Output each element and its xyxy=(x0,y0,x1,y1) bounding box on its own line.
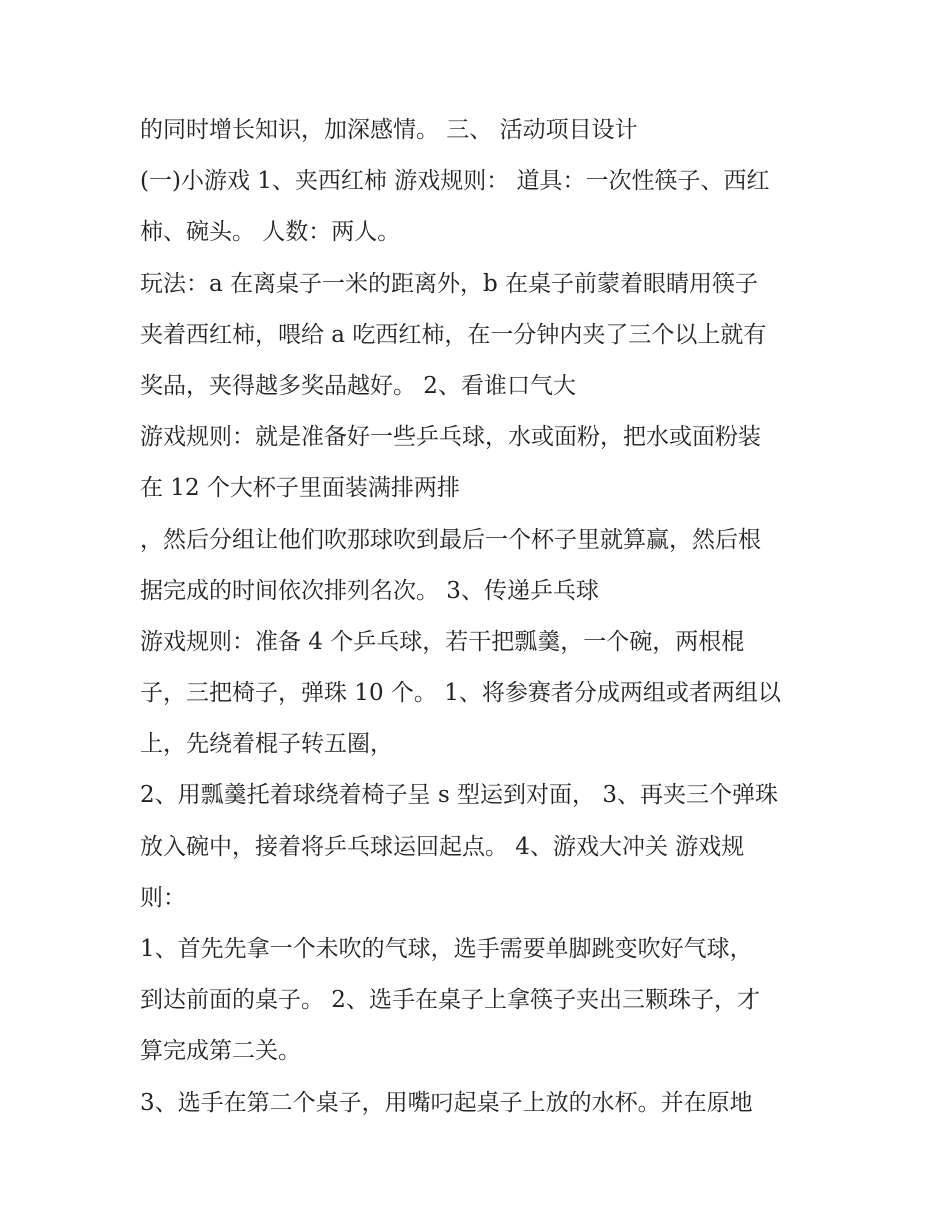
text-line: 游戏规则：准备 4 个乒乓球，若干把瓢羹，一个碗，两根棍 xyxy=(140,628,745,655)
text-line: (一)小游戏 1、夹西红柿 游戏规则： 道具：一次性筷子、西红 xyxy=(140,168,770,195)
text-line: 1、首先先拿一个未吹的气球，选手需要单脚跳变吹好气球， xyxy=(140,936,753,962)
text-line: 游戏规则：就是准备好一些乒乓球，水或面粉，把水或面粉装 xyxy=(140,424,761,451)
body-text xyxy=(140,108,820,1132)
text-line: 的同时增长知识，加深感情。 三、 活动项目设计 xyxy=(140,117,638,143)
text-line: 则： xyxy=(140,884,186,911)
text-line: 放入碗中，接着将乒乓球运回起点。 4、游戏大冲关 游戏规 xyxy=(140,833,745,860)
text-line: 子，三把椅子，弹珠 10 个。 1、将参赛者分成两组或者两组以 xyxy=(140,680,781,707)
text-line: 奖品，夹得越多奖品越好。 2、看谁口气大 xyxy=(140,372,576,399)
text-line: ，然后分组让他们吹那球吹到最后一个杯子里就算赢，然后根 xyxy=(140,526,761,553)
text-line: 到达前面的桌子。 2、选手在桌子上拿筷子夹出三颗珠子，才 xyxy=(140,987,760,1014)
text-line: 上，先绕着棍子转五圈， xyxy=(140,731,393,758)
text-line: 柿、碗头。 人数：两人。 xyxy=(140,219,401,246)
text-line: 算完成第二关。 xyxy=(140,1038,301,1065)
text-line: 玩法：a 在离桌子一米的距离外，b 在桌子前蒙着眼睛用筷子 xyxy=(140,270,759,297)
text-line: 据完成的时间依次排列名次。 3、传递乒乓球 xyxy=(140,577,599,604)
text-line: 3、选手在第二个桌子，用嘴叼起桌子上放的水杯。并在原地 xyxy=(140,1089,753,1116)
text-line: 在 12 个大杯子里面装满排两排 xyxy=(140,475,460,502)
text-line: 2、用瓢羹托着球绕着椅子呈 s 型运到对面， 3、再夹三个弹珠 xyxy=(140,782,779,809)
text-line: 夹着西红柿，喂给 a 吃西红柿，在一分钟内夹了三个以上就有 xyxy=(140,321,767,348)
